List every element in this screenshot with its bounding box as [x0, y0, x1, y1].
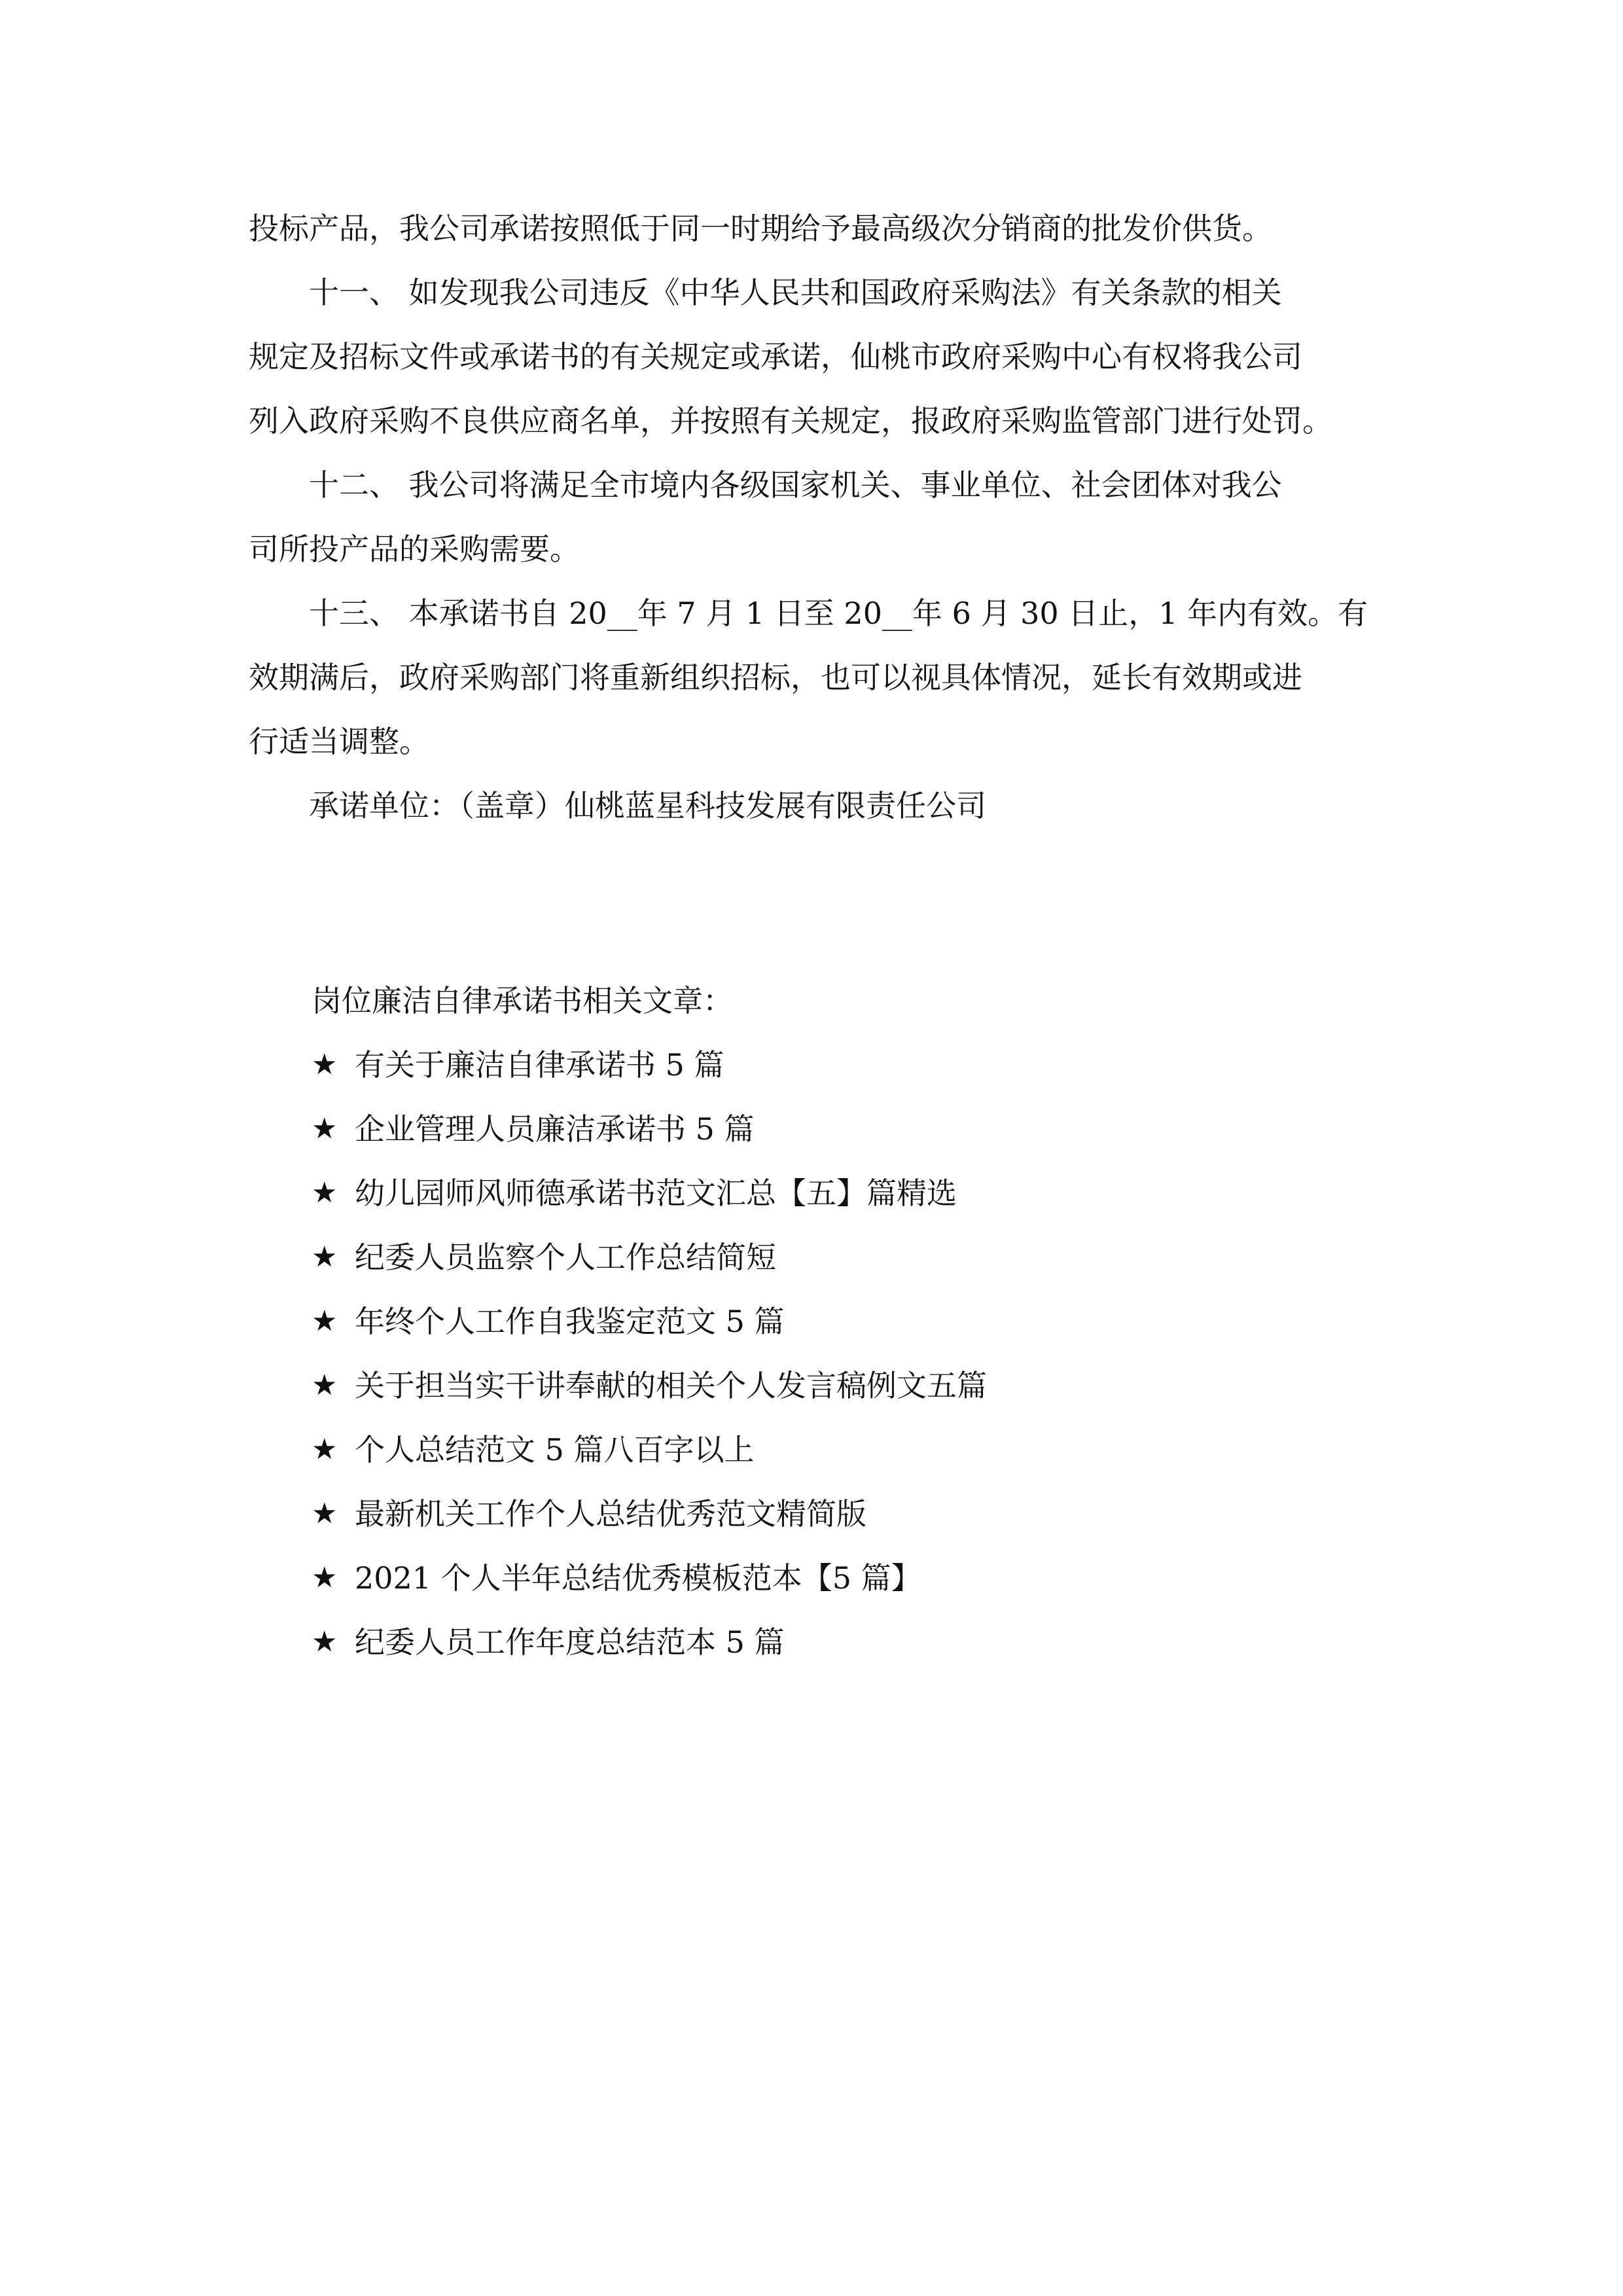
star-icon: ★ — [312, 1369, 338, 1402]
related-article-link[interactable]: 有关于廉洁自律承诺书 5 篇 — [355, 1047, 724, 1083]
star-icon: ★ — [312, 1561, 338, 1594]
related-article-link[interactable]: 最新机关工作个人总结优秀范文精简版 — [355, 1496, 866, 1532]
paragraph-line: 列入政府采购不良供应商名单，并按照有关规定，报政府采购监管部门进行处罚。 — [249, 403, 1332, 439]
paragraph-line: 行适当调整。 — [249, 724, 429, 759]
paragraph-line: 规定及招标文件或承诺书的有关规定或承诺，仙桃市政府采购中心有权将我公司 — [249, 339, 1302, 374]
paragraph-line: 投标产品，我公司承诺按照低于同一时期给予最高级次分销商的批发价供货。 — [249, 211, 1272, 246]
paragraph-line: 十二、 我公司将满足全市境内各级国家机关、事业单位、社会团体对我公 — [309, 467, 1282, 503]
paragraph-line: 十一、 如发现我公司违反《中华人民共和国政府采购法》有关条款的相关 — [309, 275, 1282, 310]
related-article-link[interactable]: 企业管理人员廉洁承诺书 5 篇 — [355, 1111, 755, 1147]
paragraph-line: 十三、 本承诺书自 20__年 7 月 1 日至 20__年 6 月 30 日止，1 年内有效。有 — [309, 596, 1368, 631]
list-item[interactable] — [312, 1610, 1387, 1674]
star-icon: ★ — [312, 1112, 338, 1145]
list-item[interactable] — [312, 1354, 1387, 1418]
related-article-link[interactable]: 年终个人工作自我鉴定范文 5 篇 — [355, 1304, 785, 1339]
list-item[interactable] — [312, 1225, 1387, 1289]
paragraph-line: 效期满后，政府采购部门将重新组织招标，也可以视具体情况，延长有效期或进 — [249, 660, 1302, 695]
star-icon: ★ — [312, 1625, 338, 1659]
related-article-link[interactable]: 幼儿园师风师德承诺书范文汇总【五】篇精选 — [355, 1175, 957, 1211]
star-icon: ★ — [312, 1240, 338, 1274]
document-body — [249, 196, 1387, 838]
list-item[interactable] — [312, 1546, 1387, 1610]
related-article-link[interactable]: 个人总结范文 5 篇八百字以上 — [355, 1432, 755, 1467]
star-icon: ★ — [312, 1497, 338, 1530]
related-article-link[interactable]: 纪委人员工作年度总结范本 5 篇 — [355, 1624, 785, 1660]
signature-line: 承诺单位：（盖章）仙桃蓝星科技发展有限责任公司 — [309, 788, 986, 823]
related-article-link[interactable]: 关于担当实干讲奉献的相关个人发言稿例文五篇 — [355, 1368, 987, 1403]
related-article-link[interactable]: 纪委人员监察个人工作总结简短 — [355, 1240, 776, 1275]
list-item[interactable] — [312, 1097, 1387, 1161]
star-icon: ★ — [312, 1176, 338, 1210]
list-item[interactable] — [312, 1418, 1387, 1482]
star-icon: ★ — [312, 1304, 338, 1338]
related-articles-list — [249, 1033, 1387, 1674]
star-icon: ★ — [312, 1433, 338, 1466]
star-icon: ★ — [312, 1048, 338, 1081]
list-item[interactable] — [312, 1033, 1387, 1097]
list-item[interactable] — [312, 1161, 1387, 1225]
paragraph-1 — [249, 196, 1387, 260]
paragraph-clause-12 — [249, 453, 1387, 581]
paragraph-clause-13 — [249, 581, 1387, 774]
related-article-link[interactable]: 2021 个人半年总结优秀模板范本【5 篇】 — [355, 1560, 921, 1596]
related-articles-title: 岗位廉洁自律承诺书相关文章： — [312, 983, 733, 1018]
list-item[interactable] — [312, 1289, 1387, 1354]
list-item[interactable] — [312, 1482, 1387, 1546]
related-articles — [249, 969, 1387, 1674]
paragraph-clause-11 — [249, 260, 1387, 453]
paragraph-line: 司所投产品的采购需要。 — [249, 531, 580, 567]
